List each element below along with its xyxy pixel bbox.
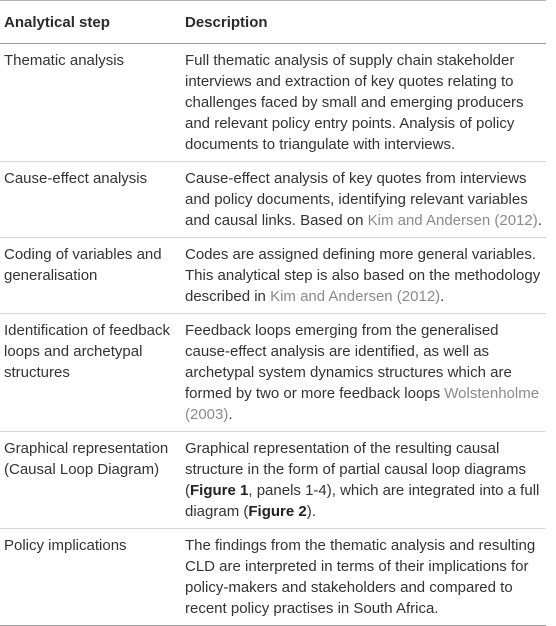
header-description: Description xyxy=(181,1,546,44)
step-cell: Graphical representation (Causal Loop Diagram) xyxy=(0,432,181,529)
table-row xyxy=(0,314,546,432)
description-text: Codes are assigned defining more general variables. This analytical step is also based on the methodology described in xyxy=(185,246,541,305)
description-text: . xyxy=(228,406,233,423)
description-cell xyxy=(181,432,546,529)
citation-link[interactable]: Kim and Andersen (2012) xyxy=(367,212,538,229)
description-text: ). xyxy=(306,503,316,520)
description-text: The findings from the thematic analysis and resulting CLD are interpreted in terms of their implications for policy-makers and stakeholders and compared to recent policy practises in South Africa. xyxy=(185,537,536,617)
step-cell: Policy implications xyxy=(0,529,181,626)
table-row xyxy=(0,162,546,238)
description-cell xyxy=(181,238,546,314)
citation-link[interactable]: Wolstenholme (2003) xyxy=(185,385,540,423)
description-text: Feedback loops emerging from the generalised cause-effect analysis are identified, as well as archetypal system dynamics structures which are formed by two or more feedback loops xyxy=(185,322,512,402)
table-row xyxy=(0,432,546,529)
description-text: Full thematic analysis of supply chain stakeholder interviews and extraction of key quotes relating to challenges faced by small and emerging producers and relevant policy entry points. Analysis of policy documents to triangulate with interviews. xyxy=(185,52,524,153)
table-row xyxy=(0,238,546,314)
figure-reference-link[interactable]: Figure 1 xyxy=(190,482,249,499)
description-text: , panels 1-4), which are integrated into a full diagram ( xyxy=(185,482,540,520)
description-text: . xyxy=(537,212,542,229)
description-text: Graphical representation of the resulting causal structure in the form of partial causal loop diagrams ( xyxy=(185,440,526,499)
header-row xyxy=(0,1,546,44)
description-cell xyxy=(181,314,546,432)
step-cell: Cause-effect analysis xyxy=(0,162,181,238)
description-text: Cause-effect analysis of key quotes from interviews and policy documents, identifying relevant variables and causal links. Based on xyxy=(185,170,528,229)
table-header xyxy=(0,1,546,44)
description-cell xyxy=(181,529,546,626)
table-row xyxy=(0,44,546,162)
table-row xyxy=(0,529,546,626)
description-text: . xyxy=(440,288,445,305)
description-cell xyxy=(181,44,546,162)
step-cell: Coding of variables and generalisation xyxy=(0,238,181,314)
step-cell: Thematic analysis xyxy=(0,44,181,162)
figure-reference-link[interactable]: Figure 2 xyxy=(248,503,307,520)
citation-link[interactable]: Kim and Andersen (2012) xyxy=(270,288,441,305)
header-analytical-step: Analytical step xyxy=(0,1,181,44)
description-cell xyxy=(181,162,546,238)
step-cell: Identification of feedback loops and archetypal structures xyxy=(0,314,181,432)
table-body xyxy=(0,44,546,626)
